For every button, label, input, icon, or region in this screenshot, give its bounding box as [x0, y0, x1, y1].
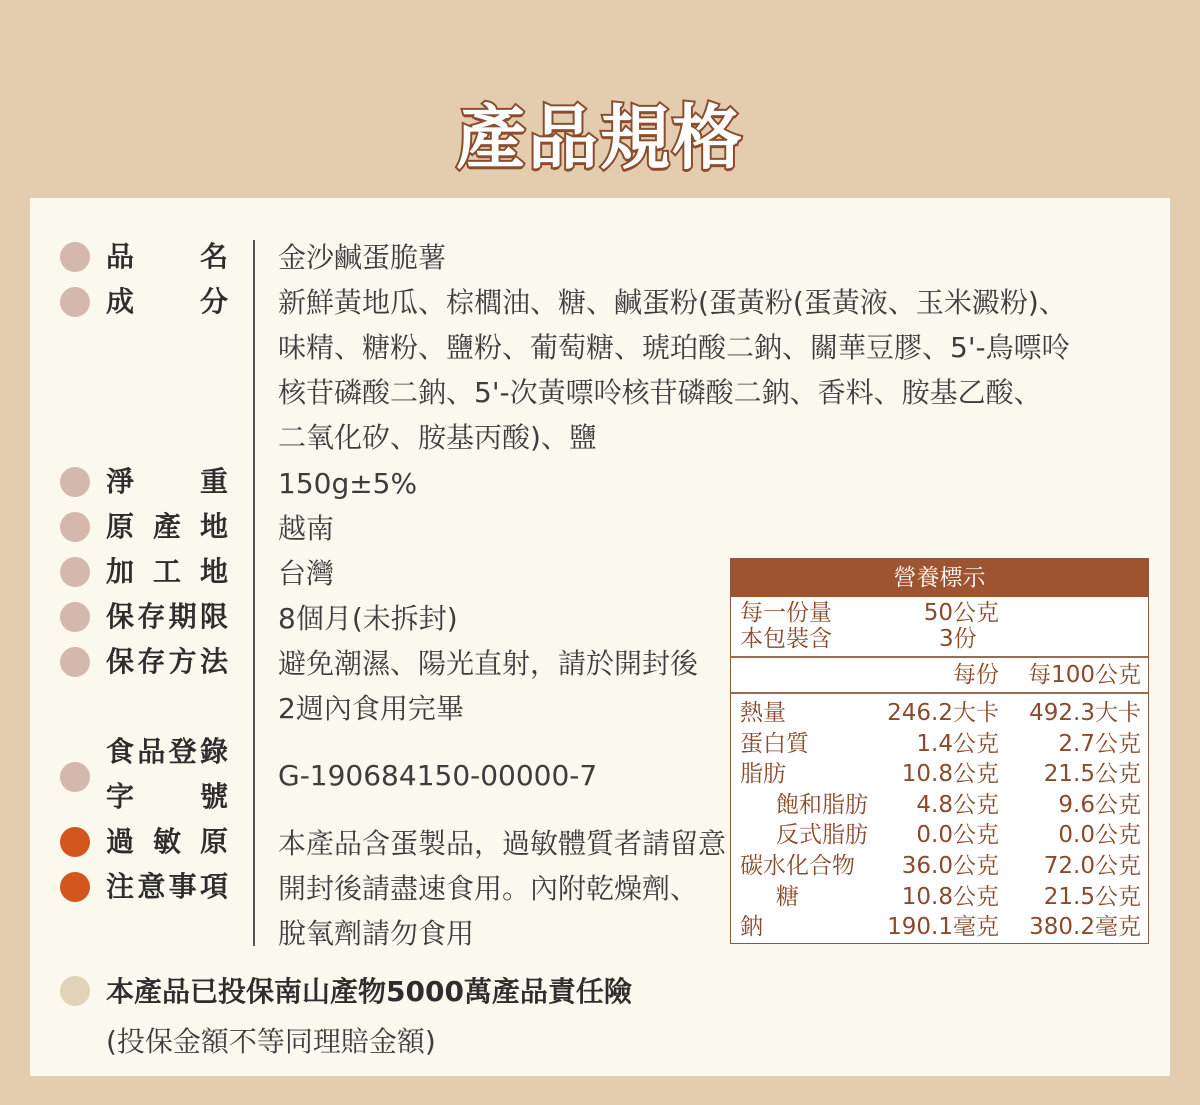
- nutrient-per-100g: 380.2毫克: [1029, 914, 1141, 941]
- nutrient-per-serving: 190.1毫克: [887, 914, 999, 941]
- label-notes: 注意事項: [106, 870, 228, 903]
- label-net-weight: 淨重: [106, 465, 228, 498]
- value-registration: G-190684150-00000-7: [278, 759, 598, 792]
- nutrient-per-100g: 9.6公克: [1058, 791, 1141, 818]
- label-ingredients: 成分: [106, 285, 228, 318]
- bullet-dot: [60, 467, 90, 497]
- nutrient-per-serving: 10.8公克: [901, 883, 999, 910]
- value-ingredients-line: 味精、糖粉、鹽粉、葡萄糖、琥珀酸二鈉、關華豆膠、5'-鳥嘌呤: [278, 331, 1070, 364]
- insurance-subnote: (投保金額不等同理賠金額): [106, 1025, 436, 1058]
- bullet-dot: [60, 647, 90, 677]
- nutrient-name: 熱量: [740, 700, 786, 726]
- serving-label: 每一份量: [740, 600, 832, 626]
- label-storage: 保存方法: [106, 645, 228, 678]
- bullet-dot: [60, 827, 90, 857]
- nutrition-title: 營養標示: [731, 559, 1148, 597]
- nutrient-per-100g: 21.5公克: [1043, 883, 1141, 910]
- nutrient-per-serving: 1.4公克: [916, 730, 999, 757]
- value-origin: 越南: [278, 512, 335, 545]
- label-allergen: 過敏原: [106, 825, 228, 858]
- value-notes-line: 開封後請盡速食用。內附乾燥劑、: [278, 872, 699, 905]
- value-storage-line: 避免潮濕、陽光直射，請於開封後: [278, 647, 699, 680]
- insurance-note: 本產品已投保南山產物5000萬產品責任險: [106, 975, 632, 1008]
- nutrient-per-serving: 4.8公克: [916, 791, 999, 818]
- value-storage-line: 2週內食用完畢: [278, 692, 464, 725]
- nutrient-per-100g: 0.0公克: [1058, 822, 1141, 849]
- nutrient-per-100g: 72.0公克: [1043, 853, 1141, 879]
- nutrient-per-100g: 21.5公克: [1043, 761, 1141, 788]
- table-rule: [731, 692, 1148, 694]
- label-processing: 加工地: [106, 555, 228, 588]
- label-registration: 食品登錄: [106, 735, 228, 768]
- bullet-dot: [60, 512, 90, 542]
- bullet-dot: [60, 557, 90, 587]
- table-rule: [731, 656, 1148, 658]
- nutrient-per-serving: 10.8公克: [901, 761, 999, 788]
- package-value: 3份: [939, 626, 977, 652]
- value-shelf-life: 8個月(未拆封): [278, 602, 458, 635]
- nutrient-per-100g: 492.3大卡: [1029, 700, 1141, 726]
- col-per-serving: 每份: [953, 662, 999, 688]
- nutrient-name: 反式脂肪: [776, 822, 868, 849]
- bullet-dot: [60, 762, 90, 792]
- nutrient-per-serving: 36.0公克: [901, 853, 999, 879]
- nutrient-per-serving: 246.2大卡: [887, 700, 999, 726]
- nutrient-name: 鈉: [740, 914, 763, 941]
- value-name: 金沙鹹蛋脆薯: [278, 241, 447, 274]
- value-notes-line: 脫氧劑請勿食用: [278, 917, 475, 950]
- value-allergen: 本產品含蛋製品，過敏體質者請留意: [278, 827, 727, 860]
- col-per-100g: 每100公克: [1028, 662, 1141, 688]
- label-origin: 原產地: [106, 510, 228, 543]
- value-ingredients-line: 核苷磷酸二鈉、5'-次黃嘌呤核苷磷酸二鈉、香料、胺基乙酸、: [278, 376, 1042, 409]
- nutrient-name: 飽和脂肪: [776, 791, 868, 818]
- nutrition-table: [730, 558, 1149, 944]
- value-processing: 台灣: [278, 557, 335, 590]
- value-ingredients-line: 二氧化矽、胺基丙酸)、鹽: [278, 421, 597, 454]
- label-shelf-life: 保存期限: [106, 600, 228, 633]
- label-name: 品名: [106, 240, 228, 273]
- bullet-dot: [60, 872, 90, 902]
- divider: [253, 240, 255, 946]
- nutrient-per-serving: 0.0公克: [916, 822, 999, 849]
- bullet-dot: [60, 242, 90, 272]
- serving-value: 50公克: [923, 600, 999, 626]
- nutrient-per-100g: 2.7公克: [1058, 730, 1141, 757]
- nutrient-name: 碳水化合物: [740, 853, 855, 879]
- bullet-dot: [60, 287, 90, 317]
- page-title: 產品規格: [456, 97, 744, 179]
- nutrient-name: 脂肪: [740, 761, 786, 788]
- value-ingredients-line: 新鮮黃地瓜、棕櫚油、糖、鹹蛋粉(蛋黃粉(蛋黃液、玉米澱粉)、: [278, 286, 1067, 319]
- bullet-dot: [60, 602, 90, 632]
- bullet-dot: [60, 976, 90, 1006]
- label-registration: 字號: [106, 780, 228, 813]
- nutrient-name: 蛋白質: [740, 730, 809, 757]
- nutrient-name: 糖: [776, 883, 799, 910]
- package-label: 本包裝含: [740, 626, 832, 652]
- value-net-weight: 150g±5%: [278, 467, 418, 500]
